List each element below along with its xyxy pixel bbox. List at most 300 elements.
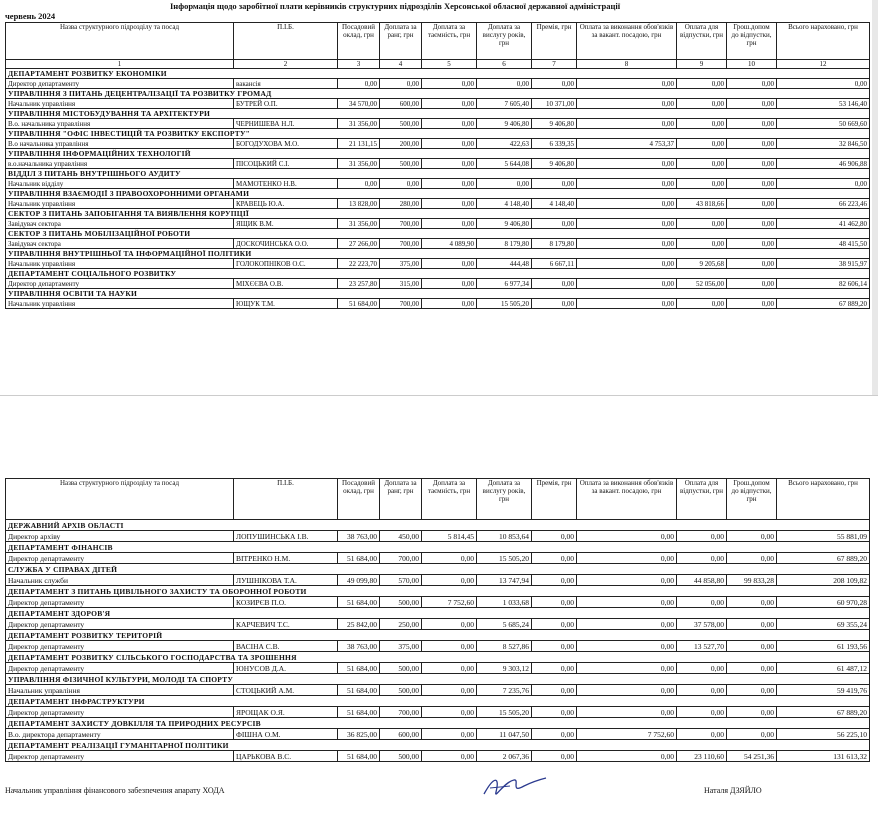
department-row (6, 169, 870, 179)
amount-cell: 99 833,28 (727, 575, 777, 586)
column-header: Посадовий оклад, грн (338, 479, 380, 520)
amount-cell: 0,00 (677, 99, 727, 109)
department-row (6, 189, 870, 199)
position-cell: Директор департаменту (6, 707, 234, 718)
amount-cell: 0,00 (532, 553, 577, 564)
position-cell: Начальник управління (6, 259, 234, 269)
table-row (6, 219, 870, 229)
amount-cell: 500,00 (380, 159, 422, 169)
salary-table-page-2 (5, 478, 870, 762)
amount-cell: 9 406,80 (477, 219, 532, 229)
amount-cell: 0,00 (422, 619, 477, 630)
amount-cell: 5 685,24 (477, 619, 532, 630)
amount-cell: 9 303,12 (477, 663, 532, 674)
amount-cell: 4 753,37 (577, 139, 677, 149)
amount-cell: 0,00 (422, 641, 477, 652)
name-cell: ЯРОЩАК О.Я. (234, 707, 338, 718)
table-body (6, 520, 870, 762)
amount-cell: 500,00 (380, 751, 422, 762)
table-row (6, 575, 870, 586)
table-row (6, 663, 870, 674)
amount-cell: 38 763,00 (338, 531, 380, 542)
table-row (6, 707, 870, 718)
column-number: 2 (234, 60, 338, 69)
department-name: ДЕПАРТАМЕНТ РОЗВИТКУ ЕКОНОМІКИ (6, 69, 870, 79)
name-cell: МАМОТЕНКО Н.В. (234, 179, 338, 189)
department-name: УПРАВЛІННЯ ВНУТРІШНЬОЇ ТА ІНФОРМАЦІЙНОЇ ПОЛІТИКИ (6, 249, 870, 259)
amount-cell: 0,00 (577, 79, 677, 89)
table-row (6, 119, 870, 129)
department-row (6, 289, 870, 299)
amount-cell: 0,00 (380, 79, 422, 89)
department-row (6, 718, 870, 729)
amount-cell: 6 977,34 (477, 279, 532, 289)
amount-cell: 0,00 (422, 199, 477, 209)
total-cell: 0,00 (777, 79, 870, 89)
amount-cell: 0,00 (727, 159, 777, 169)
department-row (6, 269, 870, 279)
amount-cell: 0,00 (677, 685, 727, 696)
amount-cell: 5 644,08 (477, 159, 532, 169)
amount-cell: 0,00 (532, 597, 577, 608)
total-cell: 53 146,40 (777, 99, 870, 109)
amount-cell: 6 339,35 (532, 139, 577, 149)
table-header-number-row (6, 60, 870, 69)
amount-cell: 0,00 (727, 279, 777, 289)
signatory-position: Начальник управління фінансового забезпечення апарату ХОДА (5, 786, 225, 795)
amount-cell: 25 842,00 (338, 619, 380, 630)
department-name: ДЕПАРТАМЕНТ ФІНАНСІВ (6, 542, 870, 553)
amount-cell: 0,00 (577, 707, 677, 718)
column-header: Премія, грн (532, 479, 577, 520)
amount-cell: 0,00 (577, 619, 677, 630)
total-cell: 38 915,97 (777, 259, 870, 269)
column-number: 4 (380, 60, 422, 69)
name-cell: ЮЩУК Т.М. (234, 299, 338, 309)
amount-cell: 51 684,00 (338, 299, 380, 309)
amount-cell: 52 056,00 (677, 279, 727, 289)
department-name: СЕКТОР З ПИТАНЬ МОБІЛІЗАЦІЙНОЇ РОБОТИ (6, 229, 870, 239)
amount-cell: 0,00 (532, 751, 577, 762)
amount-cell: 0,00 (727, 119, 777, 129)
amount-cell: 0,00 (532, 279, 577, 289)
column-header: Оплата для відпустки, грн (677, 23, 727, 60)
amount-cell: 0,00 (577, 179, 677, 189)
total-cell: 56 225,10 (777, 729, 870, 740)
amount-cell: 9 205,68 (677, 259, 727, 269)
table-row (6, 751, 870, 762)
amount-cell: 2 067,36 (477, 751, 532, 762)
amount-cell: 5 814,45 (422, 531, 477, 542)
amount-cell: 0,00 (422, 179, 477, 189)
column-number: 1 (6, 60, 234, 69)
amount-cell: 0,00 (677, 119, 727, 129)
amount-cell: 0,00 (727, 239, 777, 249)
amount-cell: 8 179,80 (532, 239, 577, 249)
amount-cell: 0,00 (422, 219, 477, 229)
name-cell: ЮНУСОВ Д.А. (234, 663, 338, 674)
amount-cell: 0,00 (677, 219, 727, 229)
department-name: УПРАВЛІННЯ ВЗАЄМОДІЇ З ПРАВООХОРОННИМИ ОРГАНАМИ (6, 189, 870, 199)
amount-cell: 0,00 (727, 179, 777, 189)
amount-cell: 0,00 (677, 299, 727, 309)
amount-cell: 51 684,00 (338, 685, 380, 696)
amount-cell: 0,00 (422, 663, 477, 674)
amount-cell: 13 828,00 (338, 199, 380, 209)
position-cell: Завідувач сектора (6, 239, 234, 249)
total-cell: 67 889,20 (777, 553, 870, 564)
department-row (6, 149, 870, 159)
position-cell: Директор архіву (6, 531, 234, 542)
position-cell: Директор департаменту (6, 751, 234, 762)
column-header: Посадовий оклад, грн (338, 23, 380, 60)
column-number: 3 (338, 60, 380, 69)
department-row (6, 520, 870, 531)
department-row (6, 674, 870, 685)
total-cell: 66 223,46 (777, 199, 870, 209)
amount-cell: 7 752,60 (577, 729, 677, 740)
amount-cell: 0,00 (532, 707, 577, 718)
document-title: Інформація щодо заробітної плати керівників структурних підрозділів Херсонської обласної державної адміністрації (170, 1, 621, 11)
column-header: П.І.Б. (234, 23, 338, 60)
amount-cell: 51 684,00 (338, 553, 380, 564)
total-cell: 131 613,32 (777, 751, 870, 762)
name-cell: КРАВЕЦЬ Ю.А. (234, 199, 338, 209)
total-cell: 69 355,24 (777, 619, 870, 630)
column-header: Доплата за ранг, грн (380, 23, 422, 60)
table-row (6, 239, 870, 249)
column-header: Грош.допом до відпустки, грн (727, 23, 777, 60)
amount-cell: 0,00 (532, 179, 577, 189)
column-number: 9 (677, 60, 727, 69)
amount-cell: 0,00 (577, 597, 677, 608)
amount-cell: 700,00 (380, 239, 422, 249)
column-header: Премія, грн (532, 23, 577, 60)
amount-cell: 0,00 (727, 641, 777, 652)
amount-cell: 0,00 (532, 685, 577, 696)
department-row (6, 696, 870, 707)
amount-cell: 0,00 (532, 79, 577, 89)
total-cell: 55 881,09 (777, 531, 870, 542)
department-name: ДЕПАРТАМЕНТ РОЗВИТКУ ТЕРИТОРІЙ (6, 630, 870, 641)
total-cell: 46 906,88 (777, 159, 870, 169)
amount-cell: 700,00 (380, 219, 422, 229)
department-row (6, 69, 870, 79)
position-cell: Начальник управління (6, 299, 234, 309)
amount-cell: 0,00 (338, 179, 380, 189)
amount-cell: 4 148,40 (532, 199, 577, 209)
amount-cell: 0,00 (577, 575, 677, 586)
amount-cell: 0,00 (422, 299, 477, 309)
amount-cell: 0,00 (577, 641, 677, 652)
amount-cell: 11 047,50 (477, 729, 532, 740)
name-cell: ДОСКОЧИНСЬКА О.О. (234, 239, 338, 249)
amount-cell: 700,00 (380, 707, 422, 718)
amount-cell: 0,00 (532, 641, 577, 652)
amount-cell: 0,00 (727, 199, 777, 209)
name-cell: БУТРЕЙ О.П. (234, 99, 338, 109)
signature-icon (480, 772, 550, 802)
column-header: Доплата за ранг, грн (380, 479, 422, 520)
amount-cell: 500,00 (380, 663, 422, 674)
total-cell: 67 889,20 (777, 707, 870, 718)
column-header: Оплата за виконання обов'язків за вакант. посадою, грн (577, 479, 677, 520)
amount-cell: 0,00 (727, 531, 777, 542)
name-cell: КОЗИРЄВ П.О. (234, 597, 338, 608)
amount-cell: 250,00 (380, 619, 422, 630)
amount-cell: 13 527,70 (677, 641, 727, 652)
column-number: 6 (477, 60, 532, 69)
position-cell: Директор департаменту (6, 641, 234, 652)
amount-cell: 0,00 (422, 139, 477, 149)
amount-cell: 0,00 (577, 299, 677, 309)
table-row (6, 299, 870, 309)
amount-cell: 375,00 (380, 259, 422, 269)
table-row (6, 179, 870, 189)
amount-cell: 0,00 (677, 179, 727, 189)
total-cell: 61 193,56 (777, 641, 870, 652)
amount-cell: 43 818,66 (677, 199, 727, 209)
page-separator (0, 395, 878, 432)
amount-cell: 570,00 (380, 575, 422, 586)
position-cell: Директор департаменту (6, 79, 234, 89)
column-header: П.І.Б. (234, 479, 338, 520)
column-header: Всього нараховано, грн (777, 479, 870, 520)
amount-cell: 0,00 (422, 575, 477, 586)
department-name: ДЕПАРТАМЕНТ ЗАХИСТУ ДОВКІЛЛЯ ТА ПРИРОДНИХ РЕСУРСІВ (6, 718, 870, 729)
department-name: СЛУЖБА У СПРАВАХ ДІТЕЙ (6, 564, 870, 575)
amount-cell: 0,00 (422, 99, 477, 109)
amount-cell: 0,00 (422, 685, 477, 696)
amount-cell: 0,00 (577, 199, 677, 209)
amount-cell: 500,00 (380, 597, 422, 608)
name-cell: ВАСІНА С.В. (234, 641, 338, 652)
department-name: УПРАВЛІННЯ ІНФОРМАЦІЙНИХ ТЕХНОЛОГІЙ (6, 149, 870, 159)
total-cell: 61 487,12 (777, 663, 870, 674)
department-row (6, 608, 870, 619)
amount-cell: 0,00 (577, 159, 677, 169)
position-cell: Директор департаменту (6, 619, 234, 630)
amount-cell: 51 684,00 (338, 597, 380, 608)
amount-cell: 27 266,00 (338, 239, 380, 249)
amount-cell: 0,00 (727, 707, 777, 718)
salary-table-page-1 (5, 22, 870, 309)
amount-cell: 4 148,40 (477, 199, 532, 209)
column-number: 8 (577, 60, 677, 69)
amount-cell: 6 667,11 (532, 259, 577, 269)
amount-cell: 51 684,00 (338, 663, 380, 674)
name-cell: ПІСОЦЬКИЙ С.І. (234, 159, 338, 169)
position-cell: Директор департаменту (6, 663, 234, 674)
amount-cell: 0,00 (727, 729, 777, 740)
column-number: 12 (777, 60, 870, 69)
position-cell: Начальник управління (6, 99, 234, 109)
amount-cell: 0,00 (338, 79, 380, 89)
amount-cell: 44 858,80 (677, 575, 727, 586)
department-name: ДЕРЖАВНИЙ АРХІВ ОБЛАСТІ (6, 520, 870, 531)
department-name: ДЕПАРТАМЕНТ ІНФРАСТРУКТУРИ (6, 696, 870, 707)
name-cell: ЦАРЬКОВА В.С. (234, 751, 338, 762)
total-cell: 208 109,82 (777, 575, 870, 586)
column-header: Всього нараховано, грн (777, 23, 870, 60)
table-row (6, 159, 870, 169)
amount-cell: 600,00 (380, 99, 422, 109)
amount-cell: 0,00 (677, 729, 727, 740)
column-header: Доплата за вислугу років, грн (477, 479, 532, 520)
amount-cell: 0,00 (677, 139, 727, 149)
table-row (6, 685, 870, 696)
department-row (6, 652, 870, 663)
amount-cell: 9 406,80 (532, 159, 577, 169)
column-header: Оплата для відпустки, грн (677, 479, 727, 520)
signatory-name: Наталя ДЗЯЙЛО (704, 786, 762, 795)
amount-cell: 0,00 (677, 239, 727, 249)
department-row (6, 229, 870, 239)
amount-cell: 375,00 (380, 641, 422, 652)
amount-cell: 22 223,70 (338, 259, 380, 269)
amount-cell: 0,00 (727, 139, 777, 149)
amount-cell: 23 110,60 (677, 751, 727, 762)
amount-cell: 31 356,00 (338, 159, 380, 169)
department-name: СЕКТОР З ПИТАНЬ ЗАПОБІГАННЯ ТА ВИЯВЛЕННЯ КОРУПЦІЇ (6, 209, 870, 219)
amount-cell: 0,00 (577, 553, 677, 564)
amount-cell: 315,00 (380, 279, 422, 289)
amount-cell: 0,00 (422, 259, 477, 269)
table-row (6, 729, 870, 740)
name-cell: КАРЧЕВИЧ Т.С. (234, 619, 338, 630)
table-row (6, 641, 870, 652)
department-row (6, 630, 870, 641)
amount-cell: 700,00 (380, 299, 422, 309)
amount-cell: 450,00 (380, 531, 422, 542)
total-cell: 48 415,50 (777, 239, 870, 249)
total-cell: 41 462,80 (777, 219, 870, 229)
column-number: 10 (727, 60, 777, 69)
amount-cell: 0,00 (577, 531, 677, 542)
amount-cell: 0,00 (532, 575, 577, 586)
amount-cell: 15 505,20 (477, 299, 532, 309)
table-header-row (6, 479, 870, 520)
name-cell: СТОЦЬКИЙ А.М. (234, 685, 338, 696)
department-name: УПРАВЛІННЯ МІСТОБУДУВАННЯ ТА АРХІТЕКТУРИ (6, 109, 870, 119)
column-header: Назва структурного підрозділу та посад (6, 23, 234, 60)
position-cell: в.о.начальника управління (6, 159, 234, 169)
position-cell: В.о начальника управління (6, 139, 234, 149)
department-name: УПРАВЛІННЯ З ПИТАНЬ ДЕЦЕНТРАЛІЗАЦІЇ ТА РОЗВИТКУ ГРОМАД (6, 89, 870, 99)
department-row (6, 740, 870, 751)
amount-cell: 8 527,86 (477, 641, 532, 652)
table-header-row (6, 23, 870, 60)
amount-cell: 0,00 (477, 179, 532, 189)
amount-cell: 0,00 (422, 729, 477, 740)
amount-cell: 51 684,00 (338, 751, 380, 762)
amount-cell: 51 684,00 (338, 707, 380, 718)
department-row (6, 209, 870, 219)
amount-cell: 0,00 (422, 279, 477, 289)
table-row (6, 259, 870, 269)
amount-cell: 0,00 (422, 553, 477, 564)
amount-cell: 15 505,20 (477, 553, 532, 564)
total-cell: 0,00 (777, 179, 870, 189)
amount-cell: 0,00 (677, 597, 727, 608)
amount-cell: 31 356,00 (338, 219, 380, 229)
department-row (6, 542, 870, 553)
amount-cell: 0,00 (577, 219, 677, 229)
department-row (6, 249, 870, 259)
amount-cell: 37 578,00 (677, 619, 727, 630)
amount-cell: 10 371,00 (532, 99, 577, 109)
amount-cell: 36 825,00 (338, 729, 380, 740)
amount-cell: 0,00 (577, 751, 677, 762)
position-cell: Начальник служби (6, 575, 234, 586)
column-header: Грош.допом до відпустки, грн (727, 479, 777, 520)
amount-cell: 31 356,00 (338, 119, 380, 129)
document-page-1 (0, 0, 878, 395)
document-page-2 (0, 430, 878, 814)
department-name: ДЕПАРТАМЕНТ З ПИТАНЬ ЦИВІЛЬНОГО ЗАХИСТУ ТА ОБОРОННОЇ РОБОТИ (6, 586, 870, 597)
total-cell: 67 889,20 (777, 299, 870, 309)
column-header: Оплата за виконання обов'язків за вакант. посадою, грн (577, 23, 677, 60)
amount-cell: 0,00 (727, 99, 777, 109)
position-cell: Директор департаменту (6, 279, 234, 289)
name-cell: вакансія (234, 79, 338, 89)
amount-cell: 10 853,64 (477, 531, 532, 542)
department-row (6, 564, 870, 575)
position-cell: В.о. начальника управління (6, 119, 234, 129)
name-cell: МІХЄЄВА О.В. (234, 279, 338, 289)
amount-cell: 0,00 (532, 663, 577, 674)
amount-cell: 0,00 (677, 79, 727, 89)
amount-cell: 0,00 (677, 531, 727, 542)
name-cell: ЛОПУШИНСЬКА І.В. (234, 531, 338, 542)
amount-cell: 49 099,80 (338, 575, 380, 586)
table-body (6, 69, 870, 309)
amount-cell: 4 089,90 (422, 239, 477, 249)
department-row (6, 586, 870, 597)
amount-cell: 21 131,15 (338, 139, 380, 149)
department-name: УПРАВЛІННЯ ОСВІТИ ТА НАУКИ (6, 289, 870, 299)
column-number: 7 (532, 60, 577, 69)
table-row (6, 99, 870, 109)
amount-cell: 7 752,60 (422, 597, 477, 608)
amount-cell: 0,00 (677, 663, 727, 674)
amount-cell: 1 033,68 (477, 597, 532, 608)
department-name: ДЕПАРТАМЕНТ РЕАЛІЗАЦІЇ ГУМАНІТАРНОЇ ПОЛІТИКИ (6, 740, 870, 751)
position-cell: Директор департаменту (6, 597, 234, 608)
position-cell: Начальник відділу (6, 179, 234, 189)
table-row (6, 597, 870, 608)
table-row (6, 619, 870, 630)
table-row (6, 553, 870, 564)
amount-cell: 500,00 (380, 119, 422, 129)
name-cell: БОГОДУХОВА М.О. (234, 139, 338, 149)
amount-cell: 700,00 (380, 553, 422, 564)
name-cell: ЯЩИК В.М. (234, 219, 338, 229)
amount-cell: 0,00 (727, 219, 777, 229)
table-row (6, 199, 870, 209)
department-row (6, 109, 870, 119)
table-row (6, 531, 870, 542)
department-row (6, 89, 870, 99)
amount-cell: 0,00 (727, 79, 777, 89)
amount-cell: 280,00 (380, 199, 422, 209)
scrollbar-track[interactable] (872, 0, 878, 395)
amount-cell: 0,00 (422, 159, 477, 169)
amount-cell: 13 747,94 (477, 575, 532, 586)
amount-cell: 0,00 (727, 597, 777, 608)
amount-cell: 0,00 (532, 219, 577, 229)
column-header: Назва структурного підрозділу та посад (6, 479, 234, 520)
